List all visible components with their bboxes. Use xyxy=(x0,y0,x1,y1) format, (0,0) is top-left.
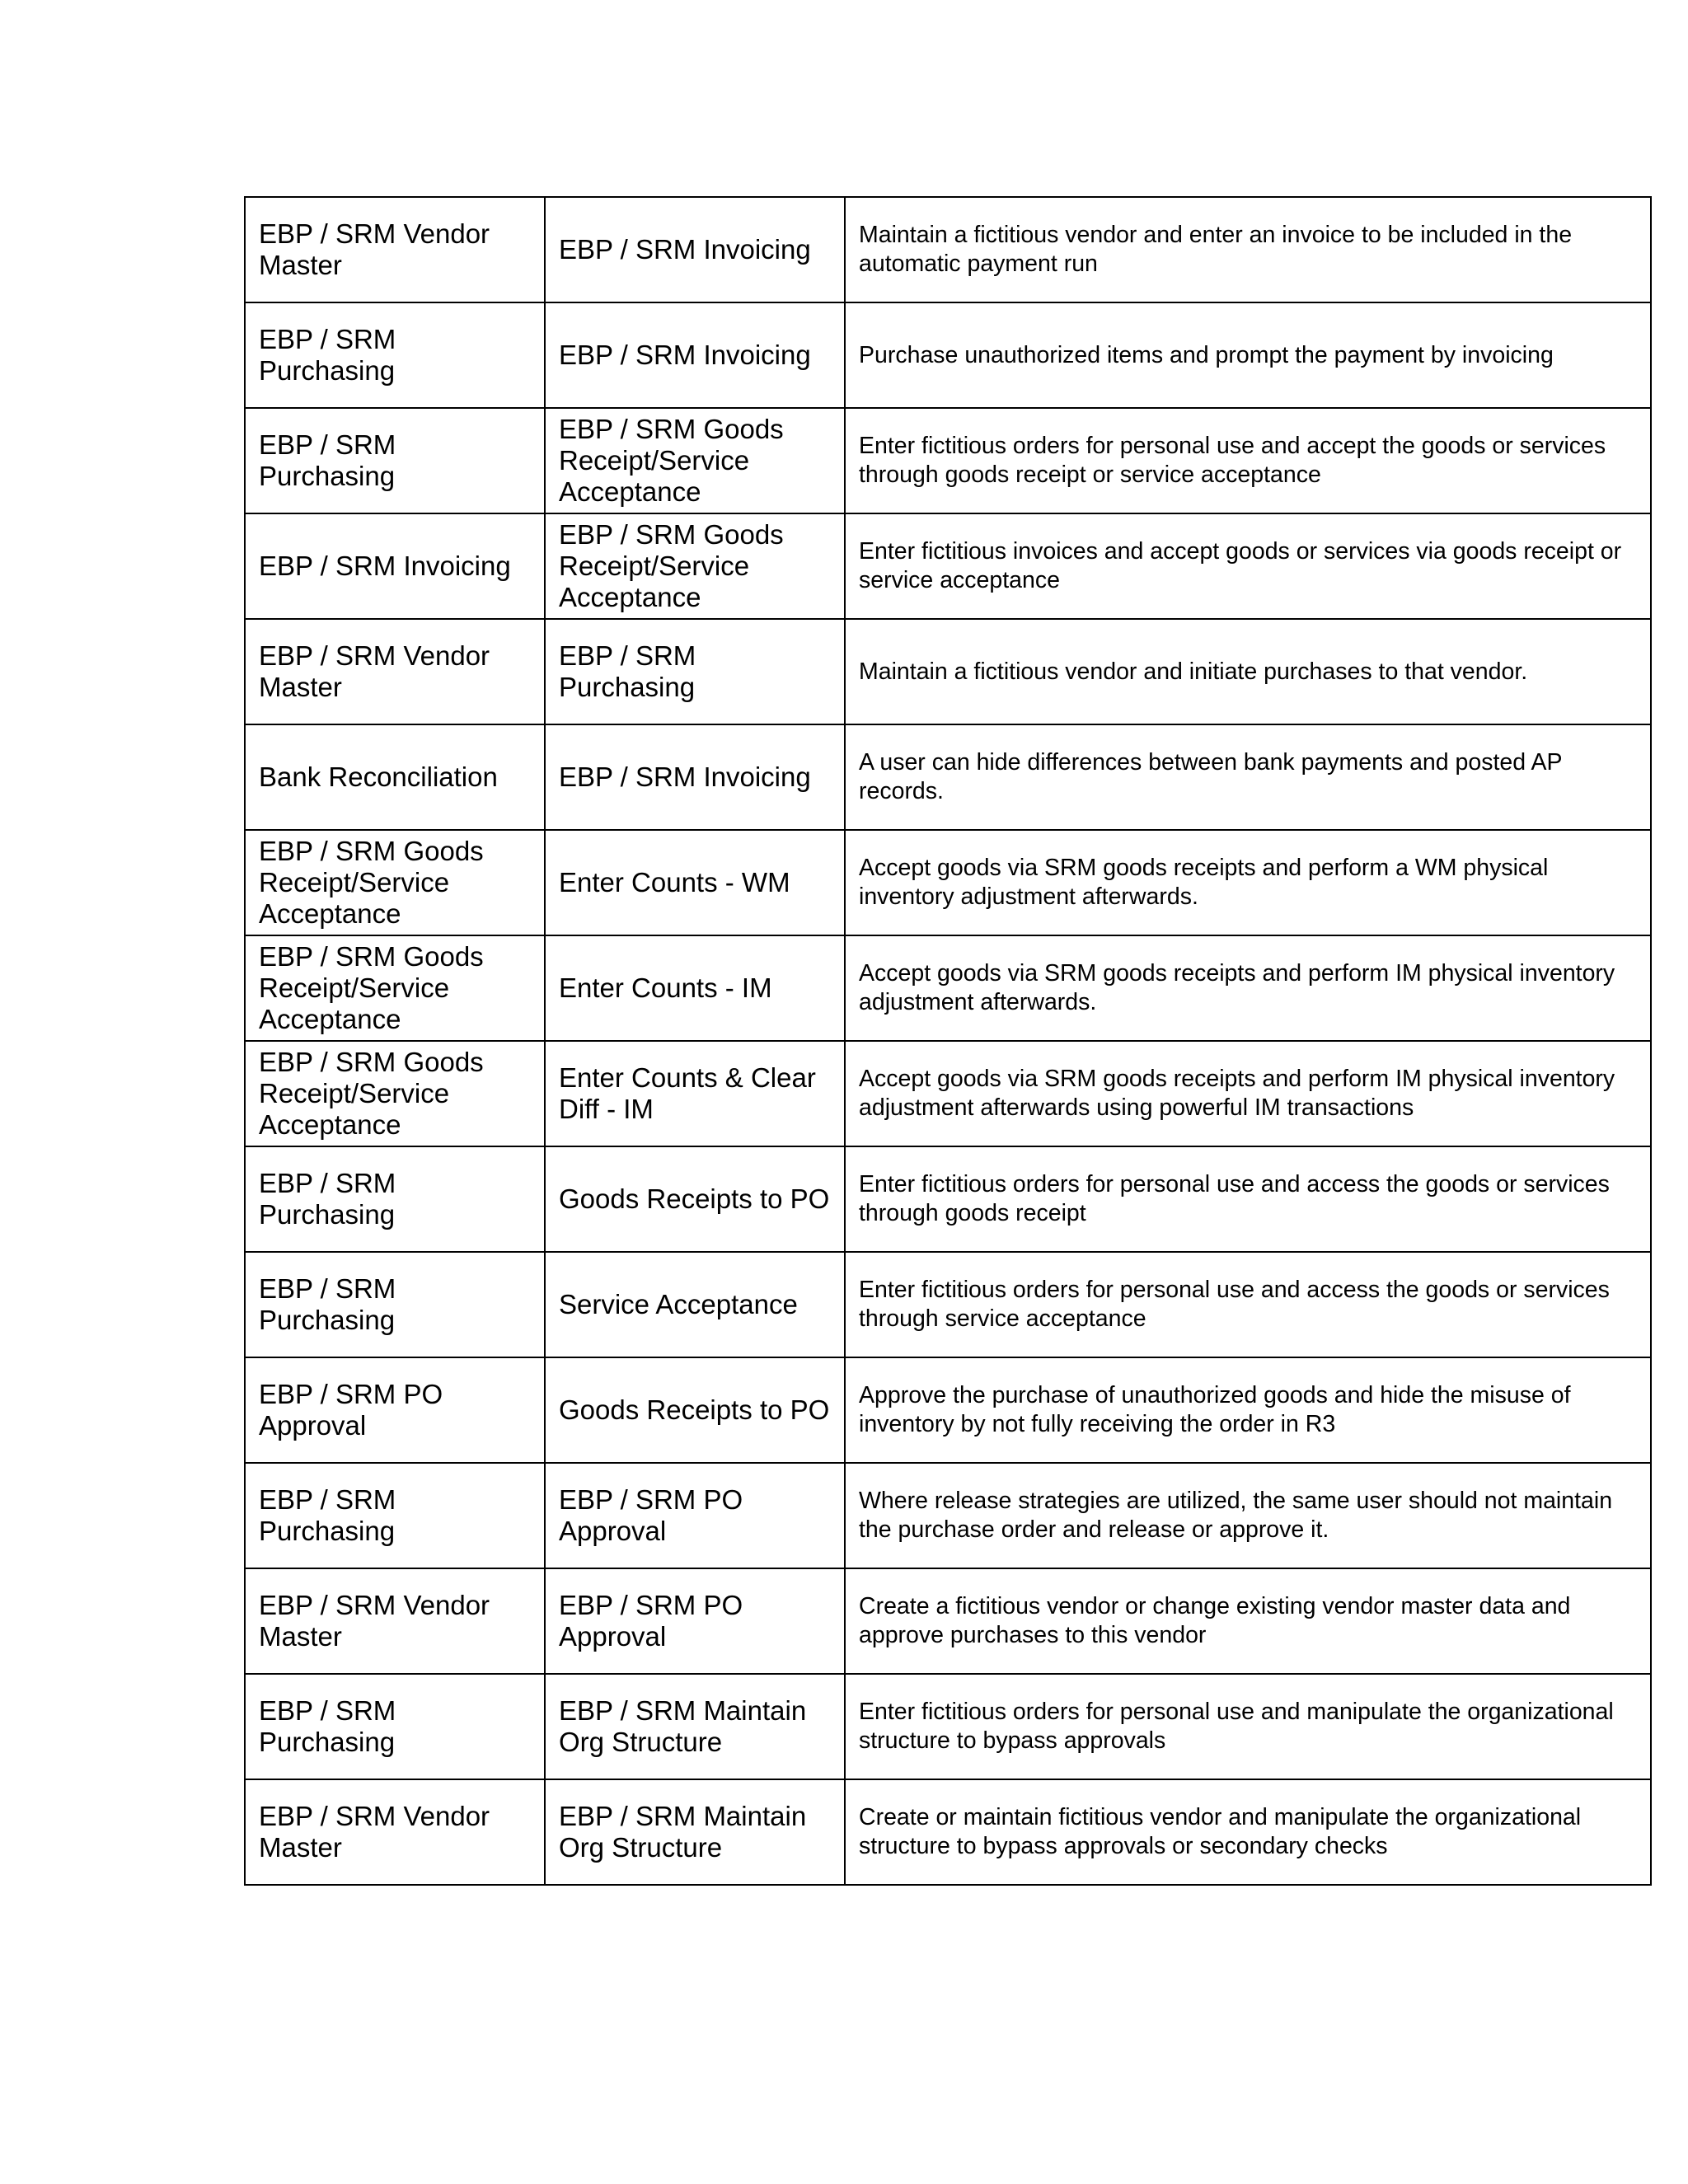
table-row xyxy=(245,1041,1651,1146)
risk-description-cell: Create or maintain fictitious vendor and manipulate the organizational structure to bypass approvals or secondary checks xyxy=(845,1779,1651,1885)
risk-description-cell: A user can hide differences between bank payments and posted AP records. xyxy=(845,724,1651,830)
table-row xyxy=(245,1146,1651,1252)
function-2-cell: EBP / SRM PO Approval xyxy=(545,1463,845,1568)
sod-conflict-table xyxy=(244,196,1652,1886)
risk-description-cell: Approve the purchase of unauthorized goods and hide the misuse of inventory by not fully receiving the order in R3 xyxy=(845,1357,1651,1463)
risk-description-cell: Where release strategies are utilized, the same user should not maintain the purchase order and release or approve it. xyxy=(845,1463,1651,1568)
table-row xyxy=(245,1357,1651,1463)
function-1-cell: EBP / SRM Purchasing xyxy=(245,408,545,513)
risk-description-cell: Enter fictitious orders for personal use and access the goods or services through service acceptance xyxy=(845,1252,1651,1357)
function-1-cell: EBP / SRM Goods Receipt/Service Acceptance xyxy=(245,1041,545,1146)
table-row xyxy=(245,513,1651,619)
risk-description-cell: Accept goods via SRM goods receipts and perform IM physical inventory adjustment afterwards using powerful IM transactions xyxy=(845,1041,1651,1146)
function-1-cell: EBP / SRM PO Approval xyxy=(245,1357,545,1463)
table-row xyxy=(245,302,1651,408)
function-1-cell: EBP / SRM Purchasing xyxy=(245,1463,545,1568)
function-1-cell: EBP / SRM Purchasing xyxy=(245,302,545,408)
table-row xyxy=(245,1674,1651,1779)
function-1-cell: EBP / SRM Goods Receipt/Service Acceptance xyxy=(245,935,545,1041)
function-2-cell: Service Acceptance xyxy=(545,1252,845,1357)
risk-description-cell: Create a fictitious vendor or change existing vendor master data and approve purchases to this vendor xyxy=(845,1568,1651,1674)
function-2-cell: EBP / SRM Invoicing xyxy=(545,197,845,302)
table-row xyxy=(245,1463,1651,1568)
table-row xyxy=(245,935,1651,1041)
table-row xyxy=(245,1779,1651,1885)
function-1-cell: EBP / SRM Vendor Master xyxy=(245,197,545,302)
function-1-cell: EBP / SRM Vendor Master xyxy=(245,619,545,724)
table-row xyxy=(245,408,1651,513)
risk-description-cell: Purchase unauthorized items and prompt the payment by invoicing xyxy=(845,302,1651,408)
risk-description-cell: Accept goods via SRM goods receipts and perform a WM physical inventory adjustment afterwards. xyxy=(845,830,1651,935)
function-2-cell: EBP / SRM Goods Receipt/Service Acceptance xyxy=(545,408,845,513)
function-2-cell: Enter Counts - IM xyxy=(545,935,845,1041)
table-row xyxy=(245,1252,1651,1357)
table-row xyxy=(245,1568,1651,1674)
risk-description-cell: Enter fictitious invoices and accept goods or services via goods receipt or service acceptance xyxy=(845,513,1651,619)
function-2-cell: Enter Counts - WM xyxy=(545,830,845,935)
function-1-cell: EBP / SRM Purchasing xyxy=(245,1674,545,1779)
function-2-cell: EBP / SRM Goods Receipt/Service Acceptance xyxy=(545,513,845,619)
risk-description-cell: Maintain a fictitious vendor and initiate purchases to that vendor. xyxy=(845,619,1651,724)
function-2-cell: Goods Receipts to PO xyxy=(545,1146,845,1252)
risk-description-cell: Enter fictitious orders for personal use and manipulate the organizational structure to bypass approvals xyxy=(845,1674,1651,1779)
function-2-cell: EBP / SRM PO Approval xyxy=(545,1568,845,1674)
risk-description-cell: Accept goods via SRM goods receipts and perform IM physical inventory adjustment afterwards. xyxy=(845,935,1651,1041)
table-body xyxy=(245,197,1651,1885)
risk-description-cell: Enter fictitious orders for personal use and accept the goods or services through goods receipt or service acceptance xyxy=(845,408,1651,513)
function-1-cell: EBP / SRM Goods Receipt/Service Acceptance xyxy=(245,830,545,935)
table-row xyxy=(245,197,1651,302)
function-1-cell: EBP / SRM Vendor Master xyxy=(245,1779,545,1885)
function-2-cell: Enter Counts & Clear Diff - IM xyxy=(545,1041,845,1146)
function-2-cell: EBP / SRM Purchasing xyxy=(545,619,845,724)
table-row xyxy=(245,830,1651,935)
table-row xyxy=(245,619,1651,724)
function-2-cell: Goods Receipts to PO xyxy=(545,1357,845,1463)
function-1-cell: EBP / SRM Purchasing xyxy=(245,1146,545,1252)
function-2-cell: EBP / SRM Invoicing xyxy=(545,302,845,408)
risk-description-cell: Maintain a fictitious vendor and enter an invoice to be included in the automatic payment run xyxy=(845,197,1651,302)
function-2-cell: EBP / SRM Invoicing xyxy=(545,724,845,830)
function-2-cell: EBP / SRM Maintain Org Structure xyxy=(545,1779,845,1885)
function-1-cell: EBP / SRM Vendor Master xyxy=(245,1568,545,1674)
function-1-cell: Bank Reconciliation xyxy=(245,724,545,830)
risk-description-cell: Enter fictitious orders for personal use and access the goods or services through goods receipt xyxy=(845,1146,1651,1252)
function-1-cell: EBP / SRM Invoicing xyxy=(245,513,545,619)
table-row xyxy=(245,724,1651,830)
function-2-cell: EBP / SRM Maintain Org Structure xyxy=(545,1674,845,1779)
function-1-cell: EBP / SRM Purchasing xyxy=(245,1252,545,1357)
